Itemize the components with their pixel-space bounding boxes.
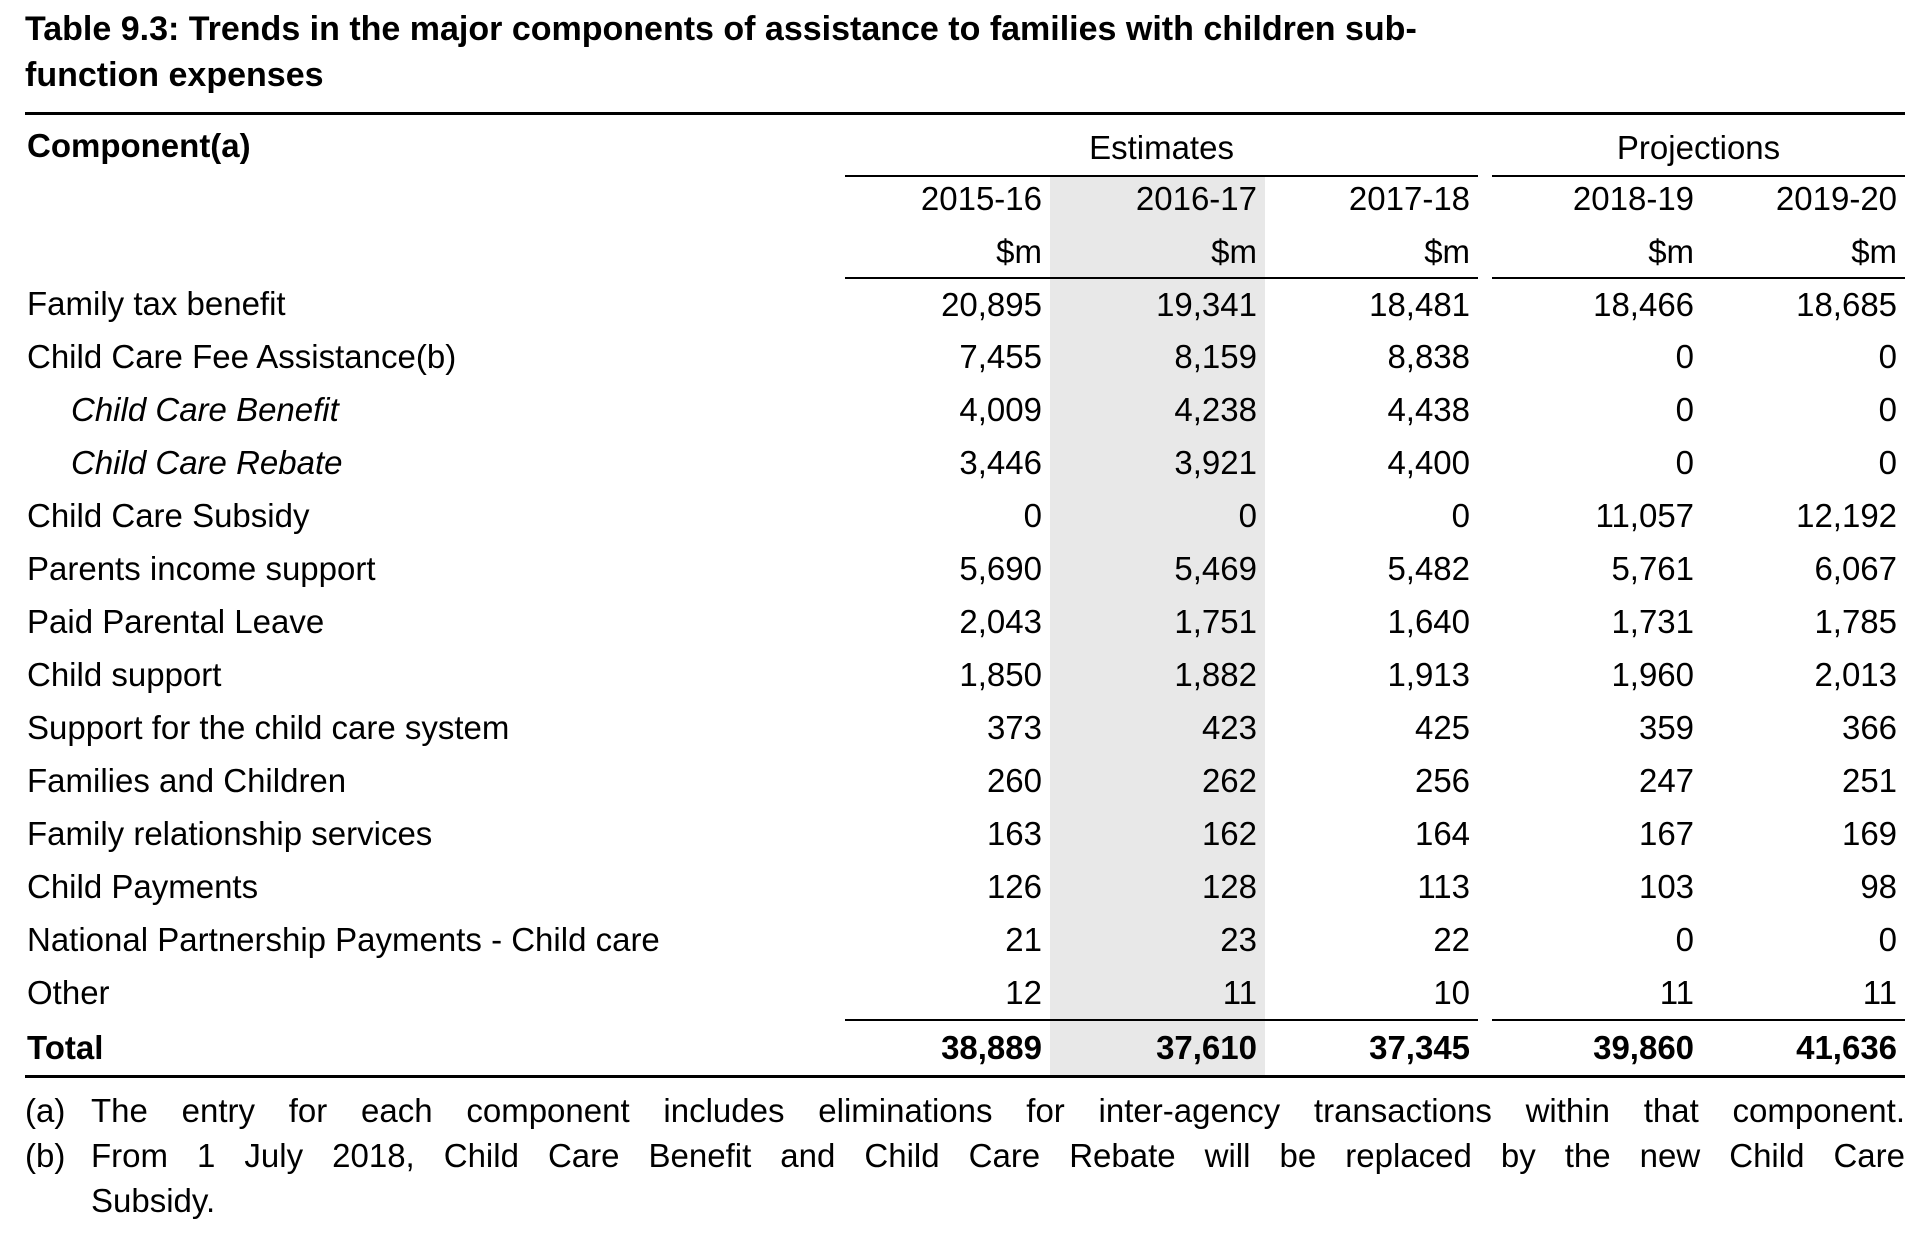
cell-value: 1,882 xyxy=(1050,649,1265,702)
cell-value: 8,838 xyxy=(1387,338,1471,376)
table-row xyxy=(25,755,1905,808)
footnote xyxy=(25,1088,1905,1133)
table-row xyxy=(25,914,1905,967)
cell-value: 2,043 xyxy=(959,603,1042,641)
cell-value: 359 xyxy=(1638,709,1695,747)
expenses-table xyxy=(25,112,1905,1078)
total-value: 39,860 xyxy=(1492,1020,1702,1077)
table-row xyxy=(25,596,1905,649)
cell-value: 0 xyxy=(1675,338,1695,376)
footnote xyxy=(25,1133,1905,1223)
column-gap xyxy=(1478,1020,1492,1077)
column-gap xyxy=(1478,914,1492,967)
footnote-marker: (b) xyxy=(25,1137,66,1175)
row-label: Families and Children xyxy=(27,762,347,800)
row-label: Other xyxy=(27,974,110,1012)
table-row xyxy=(25,649,1905,702)
cell-value: 4,238 xyxy=(1050,384,1265,437)
cell-value: 21 xyxy=(1005,921,1042,959)
cell-value: 126 xyxy=(986,868,1042,906)
cell-value: 0 xyxy=(1878,444,1898,482)
cell-value: 4,438 xyxy=(1387,391,1471,429)
cell-value: 12,192 xyxy=(1796,497,1898,535)
row-label: Parents income support xyxy=(27,550,376,588)
cell-value: 1,960 xyxy=(1611,656,1695,694)
footnotes xyxy=(25,1088,1905,1223)
column-gap xyxy=(1478,861,1492,914)
table-row xyxy=(25,437,1905,490)
table-row xyxy=(25,490,1905,543)
group-header-row xyxy=(25,114,1905,176)
cell-value: 4,400 xyxy=(1387,444,1471,482)
table-row xyxy=(25,808,1905,861)
unit-label: $m xyxy=(1702,224,1905,278)
cell-value: 0 xyxy=(1451,497,1471,535)
column-gap xyxy=(1478,490,1492,543)
cell-value: 7,455 xyxy=(959,338,1042,376)
total-value: 37,610 xyxy=(1050,1020,1265,1077)
unit-label: $m xyxy=(1050,224,1265,278)
year-header: 2018-19 xyxy=(1572,179,1695,217)
cell-value: 256 xyxy=(1414,762,1471,800)
cell-value: 0 xyxy=(1675,391,1695,429)
year-header: 2017-18 xyxy=(1348,179,1471,217)
column-gap xyxy=(1478,114,1492,278)
cell-value: 98 xyxy=(1860,868,1898,906)
unit-label: $m xyxy=(1265,224,1478,278)
cell-value: 251 xyxy=(1841,762,1898,800)
cell-value: 22 xyxy=(1433,921,1471,959)
footnote-line: Subsidy. xyxy=(91,1182,216,1220)
cell-value: 366 xyxy=(1841,709,1898,747)
cell-value: 423 xyxy=(1050,702,1265,755)
row-label: Child Care Rebate xyxy=(71,444,343,482)
cell-value: 20,895 xyxy=(941,285,1042,323)
cell-value: 3,921 xyxy=(1050,437,1265,490)
cell-value: 1,751 xyxy=(1050,596,1265,649)
cell-value: 5,690 xyxy=(959,550,1042,588)
table-row xyxy=(25,543,1905,596)
unit-label: $m xyxy=(845,224,1050,278)
cell-value: 0 xyxy=(1878,391,1898,429)
cell-value: 4,009 xyxy=(959,391,1042,429)
cell-value: 18,685 xyxy=(1796,285,1898,323)
footnote-line: From 1 July 2018, Child Care Benefit and Child Care Rebate will be replaced by the new Child Care xyxy=(91,1137,1905,1175)
column-gap xyxy=(1478,702,1492,755)
total-value: 41,636 xyxy=(1702,1020,1905,1077)
row-label: Child Care Fee Assistance(b) xyxy=(27,338,457,376)
year-header: 2015-16 xyxy=(920,179,1042,217)
cell-value: 1,850 xyxy=(959,656,1042,694)
cell-value: 2,013 xyxy=(1814,656,1898,694)
cell-value: 5,482 xyxy=(1387,550,1471,588)
column-gap xyxy=(1478,331,1492,384)
projections-group-header: Projections xyxy=(1492,114,1905,176)
cell-value: 5,469 xyxy=(1050,543,1265,596)
cell-value: 11 xyxy=(1050,967,1265,1020)
row-label: Support for the child care system xyxy=(27,709,510,747)
cell-value: 167 xyxy=(1638,815,1695,853)
estimates-group-header: Estimates xyxy=(845,114,1478,176)
cell-value: 0 xyxy=(1878,921,1898,959)
cell-value: 10 xyxy=(1433,973,1471,1011)
cell-value: 262 xyxy=(1050,755,1265,808)
column-gap xyxy=(1478,967,1492,1020)
total-label: Total xyxy=(25,1020,845,1077)
unit-label: $m xyxy=(1492,224,1702,278)
component-column-header: Component(a) xyxy=(27,127,251,165)
cell-value: 5,761 xyxy=(1611,550,1695,588)
cell-value: 373 xyxy=(986,709,1042,747)
cell-value: 0 xyxy=(1050,490,1265,543)
cell-value: 260 xyxy=(986,762,1042,800)
row-label: Family tax benefit xyxy=(27,285,286,323)
cell-value: 0 xyxy=(1023,497,1042,535)
column-gap xyxy=(1478,543,1492,596)
cell-value: 11 xyxy=(1862,973,1898,1011)
row-label: National Partnership Payments - Child care xyxy=(27,921,660,959)
row-label: Child Care Subsidy xyxy=(27,497,310,535)
table-row xyxy=(25,331,1905,384)
cell-value: 12 xyxy=(1005,973,1042,1011)
row-label: Child support xyxy=(27,656,222,694)
table-row xyxy=(25,967,1905,1020)
cell-value: 1,913 xyxy=(1387,656,1471,694)
cell-value: 103 xyxy=(1638,868,1695,906)
column-gap xyxy=(1478,384,1492,437)
cell-value: 113 xyxy=(1417,868,1471,906)
year-header-highlighted: 2016-17 xyxy=(1050,176,1265,224)
cell-value: 425 xyxy=(1414,709,1471,747)
footnote-line: The entry for each component includes eliminations for inter-agency transactions within that component. xyxy=(91,1092,1905,1130)
total-value: 37,345 xyxy=(1265,1020,1478,1077)
table-row xyxy=(25,861,1905,914)
cell-value: 0 xyxy=(1675,921,1695,959)
total-value: 38,889 xyxy=(845,1020,1050,1077)
cell-value: 247 xyxy=(1638,762,1695,800)
table-row xyxy=(25,278,1905,331)
cell-value: 11 xyxy=(1659,973,1695,1011)
cell-value: 19,341 xyxy=(1050,278,1265,331)
cell-value: 8,159 xyxy=(1050,331,1265,384)
cell-value: 162 xyxy=(1050,808,1265,861)
cell-value: 164 xyxy=(1414,815,1471,853)
cell-value: 1,785 xyxy=(1814,603,1898,641)
table-row xyxy=(25,702,1905,755)
cell-value: 18,466 xyxy=(1593,285,1695,323)
year-header: 2019-20 xyxy=(1775,179,1898,217)
cell-value: 3,446 xyxy=(959,444,1042,482)
cell-value: 11,057 xyxy=(1595,497,1695,535)
cell-value: 169 xyxy=(1841,815,1898,853)
row-label: Child Payments xyxy=(27,868,259,906)
cell-value: 128 xyxy=(1050,861,1265,914)
cell-value: 1,731 xyxy=(1611,603,1695,641)
row-label: Paid Parental Leave xyxy=(27,603,325,641)
cell-value: 18,481 xyxy=(1369,285,1471,323)
table-row xyxy=(25,384,1905,437)
column-gap xyxy=(1478,278,1492,331)
table-body xyxy=(25,278,1905,1020)
cell-value: 0 xyxy=(1878,338,1898,376)
row-label: Family relationship services xyxy=(27,815,433,853)
column-gap xyxy=(1478,649,1492,702)
column-gap xyxy=(1478,596,1492,649)
column-gap xyxy=(1478,808,1492,861)
table-title: Table 9.3: Trends in the major components of assistance to families with children sub-function expenses xyxy=(25,10,1417,95)
cell-value: 6,067 xyxy=(1814,550,1898,588)
cell-value: 1,640 xyxy=(1387,603,1471,641)
footnote-marker: (a) xyxy=(25,1092,66,1130)
column-gap xyxy=(1478,755,1492,808)
cell-value: 23 xyxy=(1050,914,1265,967)
row-label: Child Care Benefit xyxy=(71,391,339,429)
cell-value: 163 xyxy=(986,815,1042,853)
total-row xyxy=(25,1020,1905,1077)
column-gap xyxy=(1478,437,1492,490)
cell-value: 0 xyxy=(1675,444,1695,482)
